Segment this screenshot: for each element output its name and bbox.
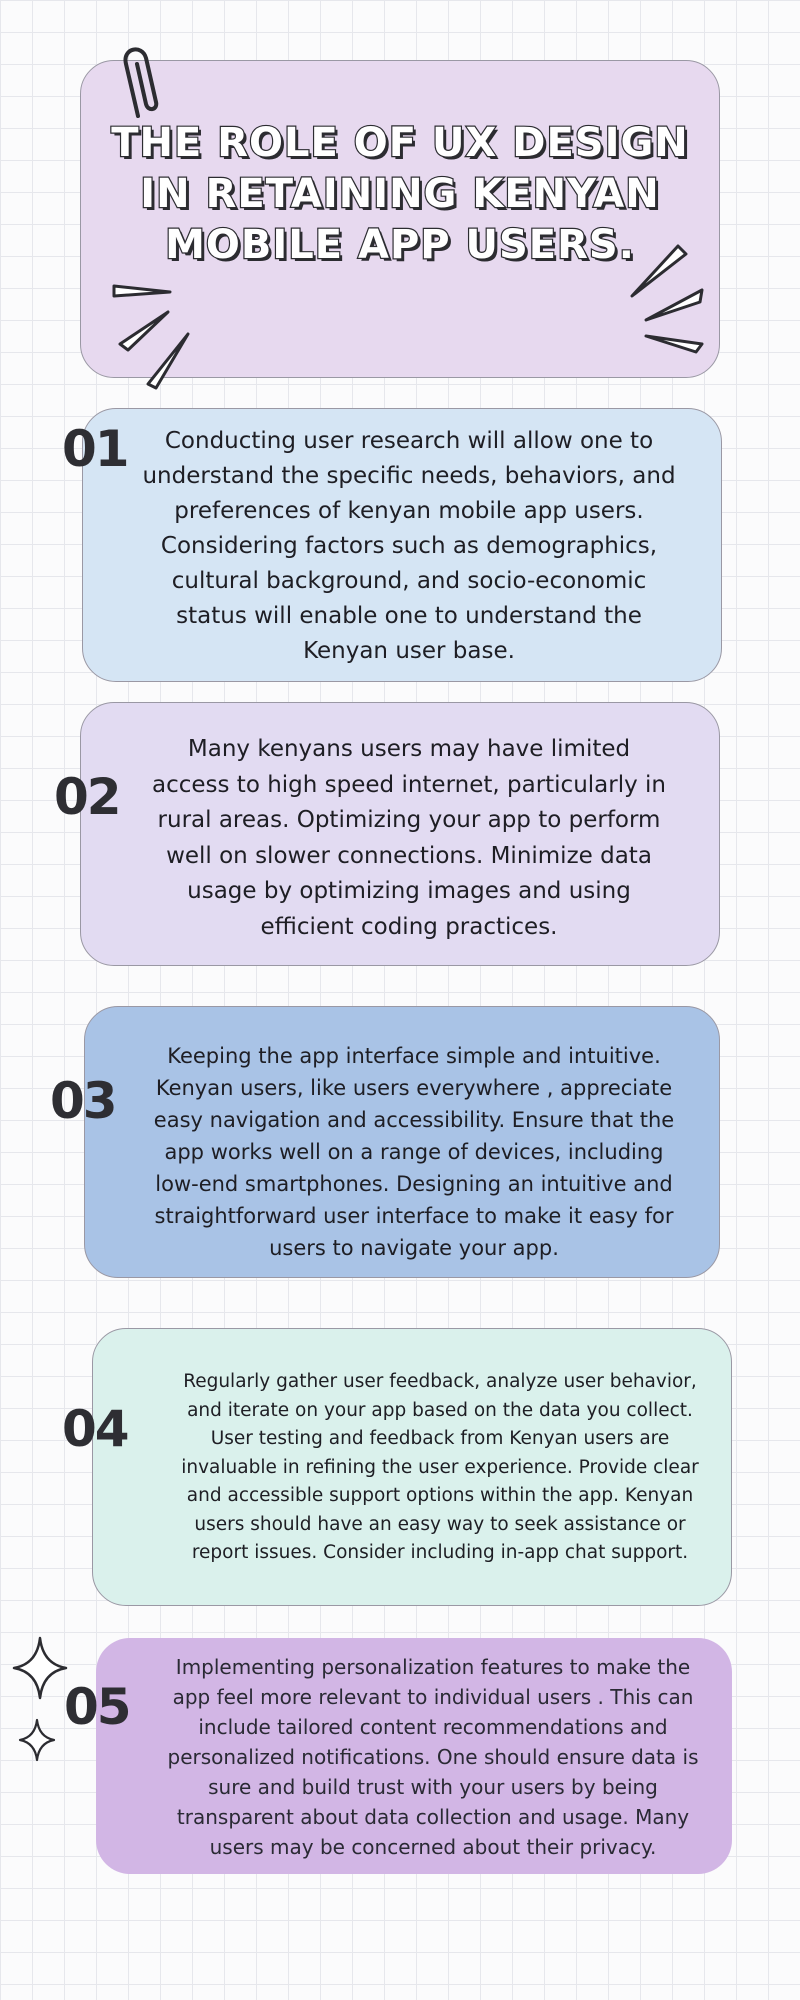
step-text-1: Conducting user research will allow one to understand the specific needs, behaviors, and preferences of kenyan mobile app users. Considering factors such as demographics, cultural background, and socio-economic status will enable one to understand the Kenyan user base. <box>142 428 676 664</box>
step-text-4: Regularly gather user feedback, analyze user behavior, and iterate on your app based on the data you collect. User testing and feedback from Kenyan users are invaluable in refining the user experience. Provide clear and accessible support options within the app. Kenyan users should have an easy way to seek assistance or report issues. Consider including in-app chat support. <box>181 1371 699 1563</box>
paperclip-icon <box>116 42 168 118</box>
sparkle-large-icon <box>12 1636 68 1700</box>
burst-lines-right-icon <box>626 242 710 358</box>
step-number-2: 02 <box>54 768 120 826</box>
step-number-3: 03 <box>50 1072 116 1130</box>
step-number-1: 01 <box>62 420 128 478</box>
step-number-5: 05 <box>64 1678 130 1736</box>
step-number-4: 04 <box>62 1400 128 1458</box>
sparkle-small-icon <box>18 1718 56 1762</box>
page-title: THE ROLE OF UX DESIGN IN RETAINING KENYAN MOBILE APP USERS. <box>111 120 689 268</box>
step-text-2: Many kenyans users may have limited access to high speed internet, particularly in rural areas. Optimizing your app to perform well on slower connections. Minimize data usage by optimizing images and using efficient coding practices. <box>151 736 667 940</box>
burst-lines-left-icon <box>108 280 208 390</box>
step-text-5: Implementing personalization features to make the app feel more relevant to individual users . This can include tailored content recommendations and personalized notifications. One should ensure data is sure and build trust with your users by being transparent about data collection and usage. Many users may be concerned about their privacy. <box>167 1655 699 1859</box>
step-text-3: Keeping the app interface simple and intuitive. Kenyan users, like users everywhere , appreciate easy navigation and accessibility. Ensure that the app works well on a range of devices, including low-end smartphones. Designing an intuitive and straightforward user interface to make it easy for users to navigate your app. <box>153 1044 675 1260</box>
